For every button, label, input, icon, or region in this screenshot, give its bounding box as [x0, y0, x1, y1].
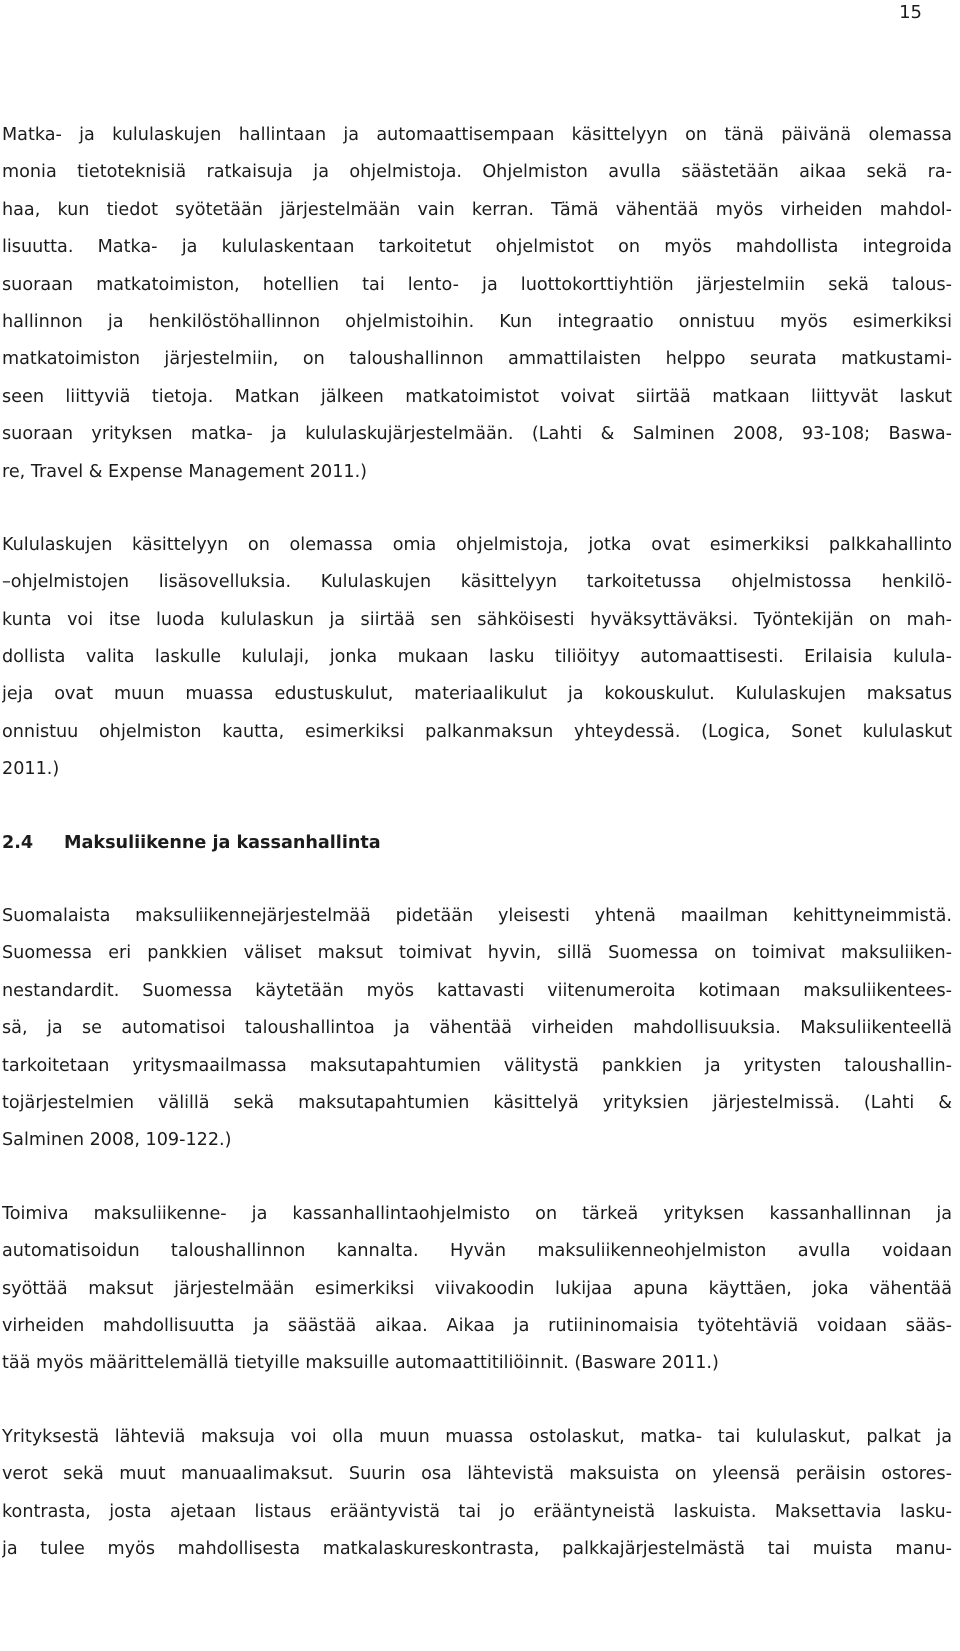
text-line: Suomessa eri pankkien väliset maksut toimivat hyvin, sillä Suomessa on toimivat maksuliiken-: [2, 943, 952, 964]
text-line: automatisoidun taloushallinnon kannalta. Hyvän maksuliikenneohjelmiston avulla voidaan: [2, 1241, 952, 1262]
paragraph-expense-report-software: [2, 527, 952, 789]
text-line: nestandardit. Suomessa käytetään myös kattavasti viitenumeroita kotimaan maksuliikentees-: [2, 980, 952, 1001]
section-heading: [2, 825, 952, 862]
text-line: onnistuu ohjelmiston kautta, esimerkiksi palkanmaksun yhteydessä. (Logica, Sonet kululaskut: [2, 721, 952, 742]
page-number: 15: [899, 2, 922, 23]
text-line: 2011.): [2, 759, 60, 780]
text-line: Matka- ja kululaskujen hallintaan ja automaattisempaan käsittelyyn on tänä päivänä olemassa: [2, 125, 952, 145]
text-line: monia tietoteknisiä ratkaisuja ja ohjelmistoja. Ohjelmiston avulla säästetään aikaa sekä ra-: [2, 162, 952, 183]
paragraph-travel-expense-software: [2, 117, 952, 491]
text-line: tarkoitetaan yritysmaailmassa maksutapahtumien välitystä pankkien ja yritysten taloushallin-: [2, 1055, 952, 1076]
text-line: hallinnon ja henkilöstöhallinnon ohjelmistoihin. Kun integraatio onnistuu myös esimerkiksi: [2, 311, 952, 332]
text-line: lisuutta. Matka- ja kululaskentaan tarkoitetut ohjelmistot on myös mahdollista integroida: [2, 237, 952, 258]
text-line: verot sekä muut manuaalimaksut. Suurin osa lähtevistä maksuista on yleensä peräisin ostores-: [2, 1464, 952, 1485]
text-line: –ohjelmistojen lisäsovelluksia. Kululaskujen käsittelyyn tarkoitetussa ohjelmistossa henkilö-: [2, 572, 952, 593]
text-line: ja tulee myös mahdollisesta matkalaskureskontrasta, palkkajärjestelmästä tai muista manu-: [2, 1538, 952, 1559]
text-line: dollista valita laskulle kululaji, jonka mukaan lasku tiliöityy automaattisesti. Erilaisia kulula-: [2, 647, 952, 668]
text-line: suoraan yrityksen matka- ja kululaskujärjestelmään. (Lahti & Salminen 2008, 93-108; Baswa-: [2, 424, 952, 445]
text-line: kontrasta, josta ajetaan listaus erääntyvistä tai jo erääntyneistä laskuista. Maksettavia lasku-: [2, 1501, 952, 1522]
text-line: sä, ja se automatisoi taloushallintoa ja vähentää virheiden mahdollisuuksia. Maksuliikenteellä: [2, 1018, 952, 1039]
text-line: syöttää maksut järjestelmään esimerkiksi viivakoodin lukijaa apuna käyttäen, joka vähentää: [2, 1278, 952, 1299]
text-line: Kululaskujen käsittelyyn on olemassa omia ohjelmistoja, jotka ovat esimerkiksi palkkahallinto: [2, 534, 952, 555]
text-line: suoraan matkatoimiston, hotellien tai lento- ja luottokorttiyhtiön järjestelmiin sekä talous-: [2, 274, 952, 295]
document-body: [0, 117, 960, 1568]
text-line: re, Travel & Expense Management 2011.): [2, 461, 368, 482]
text-line: virheiden mahdollisuutta ja säästää aikaa. Aikaa ja rutiininomaisia työtehtäviä voidaan sääs-: [2, 1316, 952, 1336]
text-line: tää myös määrittelemällä tietyille maksuille automaattitiliöinnit. (Basware 2011.): [2, 1353, 719, 1374]
text-line: jeja ovat muun muassa edustuskulut, materiaalikulut ja kokouskulut. Kululaskujen maksatus: [2, 684, 952, 705]
section-title: Maksuliikenne ja kassanhallinta: [64, 832, 381, 853]
text-line: Toimiva maksuliikenne- ja kassanhallintaohjelmisto on tärkeä yrityksen kassanhallinnan ja: [2, 1203, 952, 1224]
text-line: Salminen 2008, 109-122.): [2, 1130, 232, 1151]
text-line: matkatoimiston järjestelmiin, on taloushallinnon ammattilaisten helppo seurata matkustami-: [2, 349, 952, 370]
text-line: tojärjestelmien välillä sekä maksutapahtumien käsittelyä yrityksien järjestelmissä. (Lahti &: [2, 1093, 952, 1114]
paragraph-payment-traffic-system: [2, 898, 952, 1160]
text-line: Yrityksestä lähteviä maksuja voi olla muun muassa ostolaskut, matka- tai kululaskut, palkat ja: [2, 1426, 952, 1447]
text-line: haa, kun tiedot syötetään järjestelmään vain kerran. Tämä vähentää myös virheiden mahdol-: [2, 199, 952, 220]
text-line: seen liittyviä tietoja. Matkan jälkeen matkatoimistot voivat siirtää matkaan liittyvät laskut: [2, 386, 952, 407]
paragraph-cash-management-software: [2, 1196, 952, 1383]
section-number: 2.4: [2, 832, 34, 853]
text-line: Suomalaista maksuliikennejärjestelmää pidetään yleisesti yhtenä maailman kehittyneimmistä.: [2, 906, 952, 927]
text-line: kunta voi itse luoda kululaskun ja siirtää sen sähköisesti hyväksyttäväksi. Työntekijän on mah-: [2, 609, 952, 630]
paragraph-outgoing-payments: [2, 1419, 952, 1569]
